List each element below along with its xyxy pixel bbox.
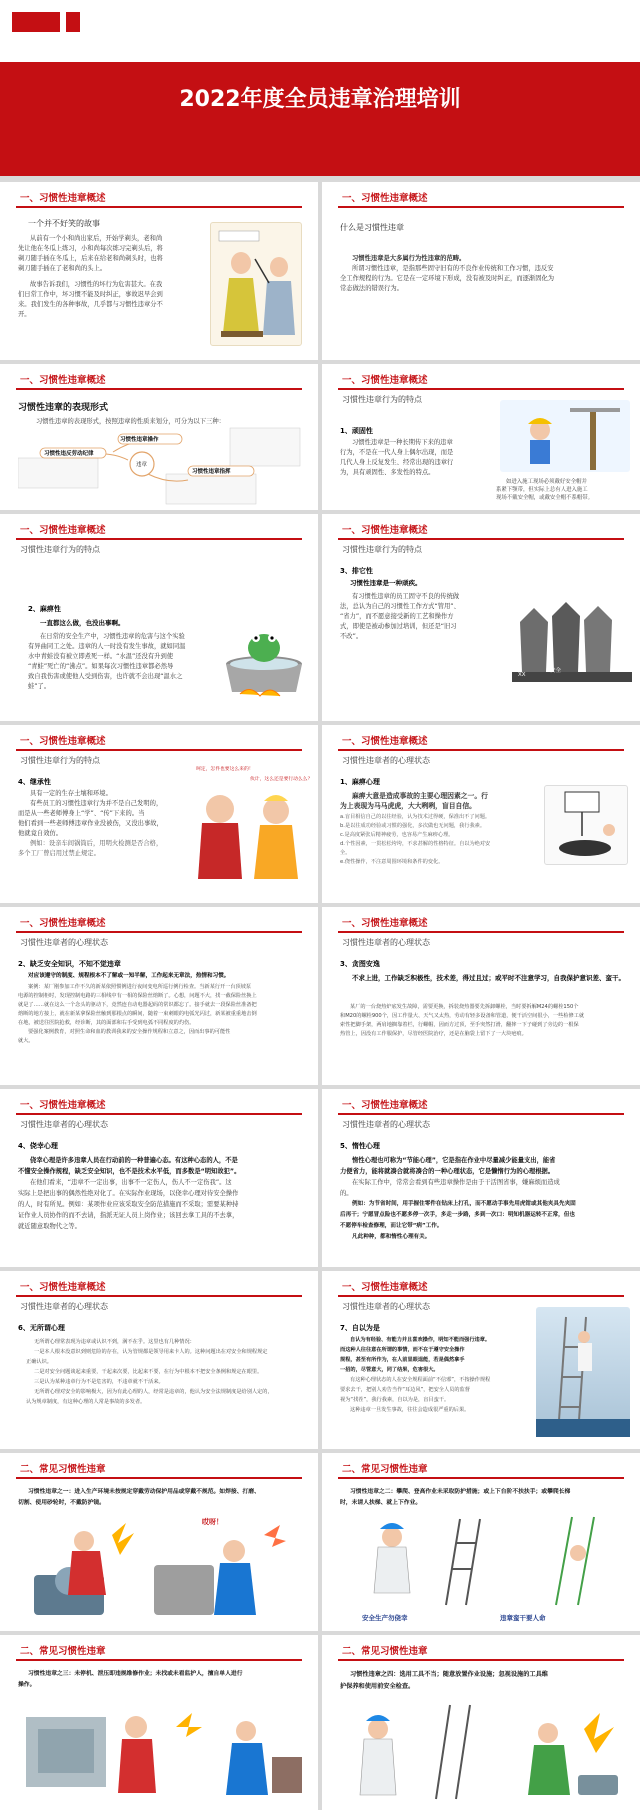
worker-on-ladder-photo	[536, 1307, 630, 1437]
slide-heading: 习惯性违章的表现形式	[18, 403, 109, 413]
feature-line: 规程，甚至有所作为，在人前显眼逞能，若是偶然拿手	[340, 1357, 465, 1363]
feature-line: 为上表现为马马虎虎，大大咧咧，盲目自信。	[340, 802, 476, 810]
story-line: 先让他在冬瓜上练习，小和尚每次练习完剃头后，将	[18, 245, 163, 252]
slide-inheritance	[0, 725, 318, 903]
story-line: 剃刀随手插在冬瓜上，后来在给老和尚剃头时，也将	[18, 255, 163, 262]
climbing-cartoon	[342, 1513, 630, 1609]
section-underline	[16, 388, 302, 390]
section-title: 一、习惯性违章概述	[20, 1282, 106, 1293]
case-line: 热管上，因没有工作服保护，尽管经医院治疗，还是在脑袋上留下了一大块疤痕。	[340, 1031, 527, 1037]
cause-item: b.是以往成功经验或习惯的强化，多次做也无问题，我行我素。	[340, 823, 486, 829]
feature-line: 侥幸心理是许多违章人员在行动前的一种普遍心态。有这种心态的人，不是	[30, 1157, 238, 1164]
section-underline	[16, 538, 302, 540]
form-label-operation: 习惯性违章操作	[120, 437, 159, 443]
section-underline	[338, 1659, 624, 1661]
slide-lack-knowledge	[0, 907, 318, 1085]
helmet-worker-svg	[500, 400, 630, 472]
example-line: 例如：设亲车间锅筒后，用明火检测是否合格，	[30, 840, 163, 847]
feature-line: 式，即使是被动参加过培训，但还是“旧习	[340, 623, 457, 630]
violation-line: 时，未请人扶梯、就上下作业。	[340, 1500, 422, 1506]
feature-title: 3、贪图安逸	[340, 960, 380, 968]
section-title: 一、习惯性违章概述	[20, 1100, 106, 1111]
feature-line: 就近随意取物代之等。	[18, 1223, 81, 1230]
slide-numb-mentality	[322, 725, 640, 903]
feature-title: 2、麻痹性	[28, 605, 61, 613]
feature-title: 6、无所谓心理	[18, 1324, 65, 1332]
slide-stubborn	[322, 364, 640, 510]
cause-item: c.是高度紧张后精神疲劳，也容易产生麻痹心理。	[340, 832, 454, 838]
exclamation-bubble: 哎呀！	[202, 1518, 223, 1526]
feature-line: 有习惯性违章的员工固守不良的传统做	[352, 593, 460, 600]
feature-line: 视为“找茬”，我行我素，自以为是，盲目蛮干。	[340, 1397, 450, 1403]
section-title: 一、习惯性违章概述	[342, 525, 428, 536]
definition-line: 所谓习惯性违章，是指那些固守旧有的不良作业传统和工作习惯，违反安	[352, 265, 554, 272]
ladder-photo-svg	[536, 1307, 630, 1437]
slide-subheading: 习惯性违章行为的特点	[20, 756, 100, 765]
section-title: 二、常见习惯性违章	[20, 1646, 106, 1657]
feature-line: 蛙”了。	[28, 683, 51, 690]
feature-title: 4、侥幸心理	[18, 1142, 58, 1150]
moral-line: 开。	[18, 311, 31, 318]
section-title: 一、习惯性违章概述	[342, 193, 428, 204]
section-title: 一、习惯性违章概述	[342, 736, 428, 747]
feature-line: 一是本人根本没意识到则危险的存在，认为管规都是领导用来卡人的。这种问题出在对安全和规程规定	[34, 1349, 268, 1355]
case-line: 和M20的螺栓900个，因工作量大、天气又太热，劳动有轻多设备和管道，便干活空间很小，一些检修工就	[340, 1013, 585, 1019]
slide-common-2	[322, 1453, 640, 1631]
feature-line: “青蛙”死亡的“沸点”。如果每次习惯性违章都必然导	[28, 663, 174, 670]
feature-tag: 一直都这么做，也没出事啊。	[40, 619, 125, 627]
feature-line: 不愿停车检查修理，而让它带“病”工作。	[340, 1223, 443, 1229]
manhole-svg	[545, 786, 629, 866]
form-label-discipline: 习惯性违反劳动纪律	[44, 451, 94, 457]
violation-line: 习惯性违章之一：进入生产环境未按规定穿戴劳动保护用品或穿戴不规范。如焊接、打磨、	[28, 1489, 260, 1495]
section-title: 一、习惯性违章概述	[20, 375, 106, 386]
case-line: 索性把脚手架，两肩地搁靠着栏，行螺帽，因而方过顶，至手突然打滑，翻摔一下子碰到了旁边的一根保	[340, 1022, 579, 1028]
two-workers-cartoon	[190, 783, 308, 883]
feature-line: 一招的，尽管意大，同了结果，危害很大。	[340, 1367, 439, 1373]
moral-line: 们日常工作中，坏习惯不能及时纠正，事故迟早会到	[18, 291, 163, 298]
bubble-text: 伙计，这么还是要行动么么？	[250, 777, 313, 782]
section-title: 一、习惯性违章概述	[342, 918, 428, 929]
feature-line: 不懂安全操作规程，缺乏安全知识，也不是技术水平低，而多数是“明知故犯”。	[18, 1168, 241, 1175]
slide-exclusive	[322, 514, 640, 721]
cover-accent-block-small	[66, 12, 80, 32]
feature-line: 习惯性违章是一种长期传下来的违章	[352, 439, 453, 446]
feature-title: 5、惰性心理	[340, 1142, 380, 1150]
slide-heading: 一个并不好笑的故事	[28, 219, 100, 228]
section-underline	[16, 1113, 302, 1115]
feature-line: 在日常的安全生产中，习惯性违章的危害与这个实验	[40, 633, 185, 640]
maintenance-cartoon	[16, 1697, 306, 1805]
cause-item: d.个性因素，一贯松松垮垮，不求甚解的性格特征。自以为绝对安	[340, 841, 491, 847]
case-line: 要强化案例教育，对照生命和血的教训我来的安全操作规程和立意之，因而出事的可能性	[28, 1029, 231, 1035]
feature-line: 致自我伤害或使他人受到伤害，也许就不会出现“温水之	[28, 673, 183, 680]
frog-pot-illustration	[220, 614, 308, 698]
feature-tag: 习惯性违章是一种顽疾。	[350, 579, 422, 587]
slide-subheading: 习惯性违章者的心理状态	[342, 1302, 430, 1311]
pillar-label: 检查	[582, 684, 594, 690]
slide-luck	[0, 1089, 318, 1267]
feature-line: 麻痹大意是造成事故的主要心理因素之一。行	[352, 792, 488, 800]
definition-line: 常态做法的错误行为。	[340, 285, 403, 292]
feature-title: 7、自以为是	[340, 1324, 380, 1332]
feature-line: 无所谓心理常表现为违章或认识不到，满不在乎。这里也有几种情况：	[34, 1339, 195, 1345]
case-line: 就是了……就在这么一个念头的驱动下，竟然连自动电器起码的常识都忘了。接手就去一段保险丝准备把	[18, 1002, 257, 1008]
slide-intro: 习惯性违章的表现形式，按照违章的性质来划分，可分为以下三种：	[36, 418, 225, 425]
violation-line: 切割、使用砂轮时，不戴防护镜。	[18, 1500, 105, 1506]
feature-line: 无所谓心理对安全的影响极大，因为有此心理的人，经常是违章的，他认为安全法规制度是给别人定的，	[34, 1389, 273, 1395]
slide-subheading: 习惯性违章者的心理状态	[342, 938, 430, 947]
pillar-label: 安全	[550, 668, 562, 674]
feature-tag: 对应该遵守的制度、规程根本不了解或一知半解，工作起来无章法，热情和习惯。	[28, 973, 230, 979]
feature-line: 他们看到一些老师傅违章作业没被伤，又没出事故，	[18, 820, 163, 827]
definition-line: 全工作规程的行为。它是在一定环境下形成，没有被及时纠正，而逐渐固化为	[340, 275, 555, 282]
caption-line: 系紧下颚带，但实际上总有人进入施工	[496, 487, 588, 493]
feature-line: 三是认为某种违章行为不是危害的，不违章就不干活来。	[34, 1379, 164, 1385]
feature-line: 而这种人往往意在所谓的事情，而不在于遵守安全操作	[340, 1347, 465, 1353]
cause-item: e.侥性操作，不注意周围环境和条件的变化。	[340, 859, 444, 865]
case-line: 电源的控制柜时，发现控制电路的三相线中有一相的保险丝熔断了。心想，问题不大，找一截保险丝换上	[18, 993, 257, 999]
slogan-left: 安全生产勿侥幸	[362, 1614, 408, 1622]
feature-line: 有这种心理状态的人在安全规程面前“不信邪”，不按操作规程	[350, 1377, 491, 1383]
helmet-worker-illustration	[500, 400, 630, 472]
feature-line: 认为规章制度，有这种心理的人常是事故的多发者。	[26, 1399, 146, 1405]
slide-common-1	[0, 1453, 318, 1631]
story-line: 剃刀随手插在了老和尚的头上。	[18, 265, 107, 272]
section-underline	[338, 206, 624, 208]
section-underline	[338, 1113, 624, 1115]
story-line: 从前有一个小和尚出家后，开始学剃头，老和尚	[30, 235, 163, 242]
feature-line: 他就竟自效仿。	[18, 830, 63, 837]
feature-tag: 不求上进，工作缺乏积极性，技术差，得过且过；或平时不注意学习，自我保护意识差、蛮干。	[352, 974, 625, 982]
case-line: 案例：某厂刚参加工作不久的新某依照惯例进行夜间变电所巡行例行检查。当新某行开一台顶坡泵	[28, 984, 252, 990]
tools-cartoon	[338, 1699, 628, 1805]
section-title: 一、习惯性违章概述	[342, 375, 428, 386]
section-underline	[16, 1659, 302, 1661]
feature-line: 实际上是把出事的偶然性绝对化了。在实际作业现场，以侥幸心理对待安全操作	[18, 1190, 239, 1197]
feature-line: 法，总认为自己的习惯性工作方式“管用”、	[340, 603, 460, 610]
form-label-command: 习惯性违章指挥	[192, 469, 231, 475]
pillars-illustration	[512, 592, 632, 692]
feature-line: 凡此种种，都和惰性心理有关。	[352, 1234, 431, 1240]
caption-line: 现场不戴安全帽，或戴安全帽不系帽带。	[496, 495, 594, 501]
two-workers-svg	[190, 783, 308, 883]
section-title: 二、常见习惯性违章	[342, 1646, 428, 1657]
feature-line: 要求去干，把别人劝告当作“耳边风”，把安全人员的监督	[340, 1387, 470, 1393]
feature-title: 4、继承性	[18, 778, 51, 786]
bubble-text: 呵定，怎件也要这么来的！	[196, 767, 254, 772]
slide-subheading: 习惯性违章行为的特点	[20, 545, 100, 554]
manhole-sign-illustration	[544, 785, 628, 865]
case-line: 在地，被送往医院抢救，经诊断，其的面部和右手受到电弧不同程度的灼伤。	[18, 1020, 195, 1026]
feature-title: 1、麻痹心理	[340, 778, 380, 786]
feature-line: 几代人身上反复发生、经常出现的违章行	[340, 459, 454, 466]
section-title: 一、习惯性违章概述	[20, 525, 106, 536]
slide-subheading: 习惯性违章者的心理状态	[20, 938, 108, 947]
cover-accent-block	[12, 12, 60, 32]
section-underline	[338, 931, 624, 933]
slide-subheading: 习惯性违章行为的特点	[342, 545, 422, 554]
slide-subheading: 习惯性违章者的心理状态	[342, 756, 430, 765]
feature-line: 水中青蛙没有被立即煮死一样。“水温”还没有升到使	[28, 653, 174, 660]
feature-line: 而是从一些老师傅身上“学”、“传”下来的。当	[18, 810, 145, 817]
slogan-right: 违章蛮干要人命	[500, 1614, 546, 1622]
case-line: 熔断的地方接上，就在新某拿保险丝触到那根点的瞬间，随着一束刺眼的电弧光闪过，新某被重重地击倒	[18, 1011, 257, 1017]
frog-pot-svg	[220, 614, 308, 698]
feature-line: 自认为有经验、有能力并且喜欢操作，明知不能而强行违章。	[350, 1337, 491, 1343]
cover-slide	[0, 0, 640, 176]
feature-line: 的。	[340, 1190, 353, 1197]
section-title: 一、习惯性违章概述	[342, 1282, 428, 1293]
example-line: 多个工厂曾启用过禁止规定。	[18, 850, 100, 857]
feature-line: 惰性心理也可称为“节能心理”，它是指在作业中尽量减少能量支出，能省	[352, 1157, 556, 1164]
pillar-label: 之后	[614, 684, 626, 690]
slide-comfort	[322, 907, 640, 1085]
definition-line: 习惯性违章是大多属行为性违章的范畴。	[352, 255, 466, 262]
feature-title: 2、缺乏安全知识，不知不觉违章	[18, 960, 121, 968]
slide-numbness	[0, 514, 318, 721]
caption-line: 如进入施工现场必须戴好安全帽并	[506, 479, 587, 485]
cause-item: a.盲目相信自己的以往经验，认为技术过得硬，保准出不了问题。	[340, 814, 491, 820]
section-title: 二、常见习惯性违章	[20, 1464, 106, 1475]
feature-line: “省力”，而不愿意接受新的工艺和操作方	[340, 613, 454, 620]
slide-common-4	[322, 1635, 640, 1810]
feature-title: 1、顽固性	[340, 427, 373, 435]
section-title: 一、习惯性违章概述	[20, 193, 106, 204]
feature-line: 在实际工作中，常常会看到有些违章操作是由于干活图省事，嫌麻烦而造成	[352, 1179, 560, 1186]
section-title: 一、习惯性违章概述	[20, 918, 106, 929]
case-line: 某厂的一台烧热炉底发生故障，需要更换，拆装烧热器要先拆卸螺栓，当时要拆解M24的螺栓150个	[350, 1004, 579, 1010]
feature-line: 二是对安全问题谈起来重要，干起来次要，比起来不要，在行为中根本不把安全条例和规定在眼里。	[34, 1369, 263, 1375]
feature-line: 正确认识。	[26, 1359, 52, 1365]
slide-laziness	[322, 1089, 640, 1267]
feature-line: 后再干；宁愿冒点险也不愿多停一次手，多走一步路，多到一次口：明知机器运转不正常，但也	[340, 1212, 575, 1218]
slide-subheading: 习惯性违章者的心理状态	[342, 1120, 430, 1129]
feature-line: 的人，时有所见。例如：某项作业应该采取安全防范措施而不采取；需要某种持	[18, 1201, 239, 1208]
form-label-center: 违章	[136, 462, 148, 468]
section-underline	[16, 749, 302, 751]
slide-self-righteous	[322, 1271, 640, 1449]
case-line: 就大。	[18, 1038, 34, 1044]
feature-line: 为，具有顽固性、多发性的特点。	[340, 469, 435, 476]
slide-forms	[0, 364, 318, 510]
violation-line: 习惯性违章之三：未停机、泄压即违规维修作业；未找或未看监护人，擅自单人进行	[28, 1671, 243, 1677]
violation-line: 护保养和使用前安全检查。	[340, 1683, 415, 1690]
feature-line: 这种违章一旦发生事故，往往会造成很严重的后果。	[350, 1407, 470, 1413]
section-underline	[338, 1295, 624, 1297]
protective-gear-cartoon	[14, 1515, 306, 1627]
forms-diagram	[18, 426, 308, 506]
feature-line: 有异曲同工之处。违章的人一时没有发生事故，就如同温	[28, 643, 186, 650]
section-title: 一、习惯性违章概述	[342, 1100, 428, 1111]
moral-line: 故事告诉我们，习惯性的坏行为危害甚大。在我	[30, 281, 163, 288]
slide-definition	[322, 182, 640, 360]
slide-common-3	[0, 1635, 318, 1810]
feature-line: 具有一定的生存土壤和环境。	[30, 790, 112, 797]
slide-subheading: 习惯性违章行为的特点	[342, 395, 422, 404]
monk-cartoon-illustration	[210, 222, 302, 346]
section-underline	[338, 388, 624, 390]
slide-indifference	[0, 1271, 318, 1449]
moral-line: 来。我们发生的各种事故，几乎都与习惯性违章分不	[18, 301, 163, 308]
feature-title: 3、排它性	[340, 567, 373, 575]
cover-title: 2022年度全员违章治理培训	[179, 87, 461, 112]
section-underline	[16, 931, 302, 933]
slide-subheading: 习惯性违章者的心理状态	[20, 1120, 108, 1129]
monk-cartoon-svg	[211, 223, 303, 347]
slide-heading: 什么是习惯性违章	[340, 223, 404, 232]
feature-line: 行为，不是在一代人身上偶尔出现，而是	[340, 449, 454, 456]
feature-line: 不改”。	[340, 633, 363, 640]
section-underline	[16, 1295, 302, 1297]
feature-line: 在他们看来，“违章不一定出事，出事不一定伤人，伤人不一定伤我”。这	[30, 1179, 232, 1186]
section-underline	[338, 538, 624, 540]
slide-story	[0, 182, 318, 360]
section-title: 二、常见习惯性违章	[342, 1464, 428, 1475]
section-underline	[16, 206, 302, 208]
feature-line: 力便省力，能将就凑合就将凑合的一种心理状态，它是懒惰行为的心理根据。	[340, 1168, 555, 1175]
feature-line: 证作业人员协作的而不去请，指派无证人员上岗作业；该回去拿工具的不去拿，	[18, 1212, 239, 1219]
section-underline	[338, 1477, 624, 1479]
section-underline	[338, 749, 624, 751]
section-title: 一、习惯性违章概述	[20, 736, 106, 747]
cause-item: 全。	[340, 850, 351, 856]
feature-line: 例如：为节省时间，用手握住零件在钻床上打孔，而不愿动手事先用虎钳或其他夹具先夹固	[352, 1201, 576, 1207]
feature-line: 有些员工的习惯性违章行为并不是自己发明的，	[30, 800, 163, 807]
violation-line: 操作。	[18, 1682, 36, 1688]
section-underline	[16, 1477, 302, 1479]
violation-line: 习惯性违章之四：选用工具不当；随意放置作业设施；忽视设施的工具维	[350, 1671, 548, 1678]
slide-subheading: 习惯性违章者的心理状态	[20, 1302, 108, 1311]
violation-line: 习惯性违章之二：攀爬、登高作业未采取防护措施；或上下台阶不扶扶手；或攀爬长梯	[350, 1489, 571, 1495]
pillar-label: XX	[518, 672, 526, 678]
